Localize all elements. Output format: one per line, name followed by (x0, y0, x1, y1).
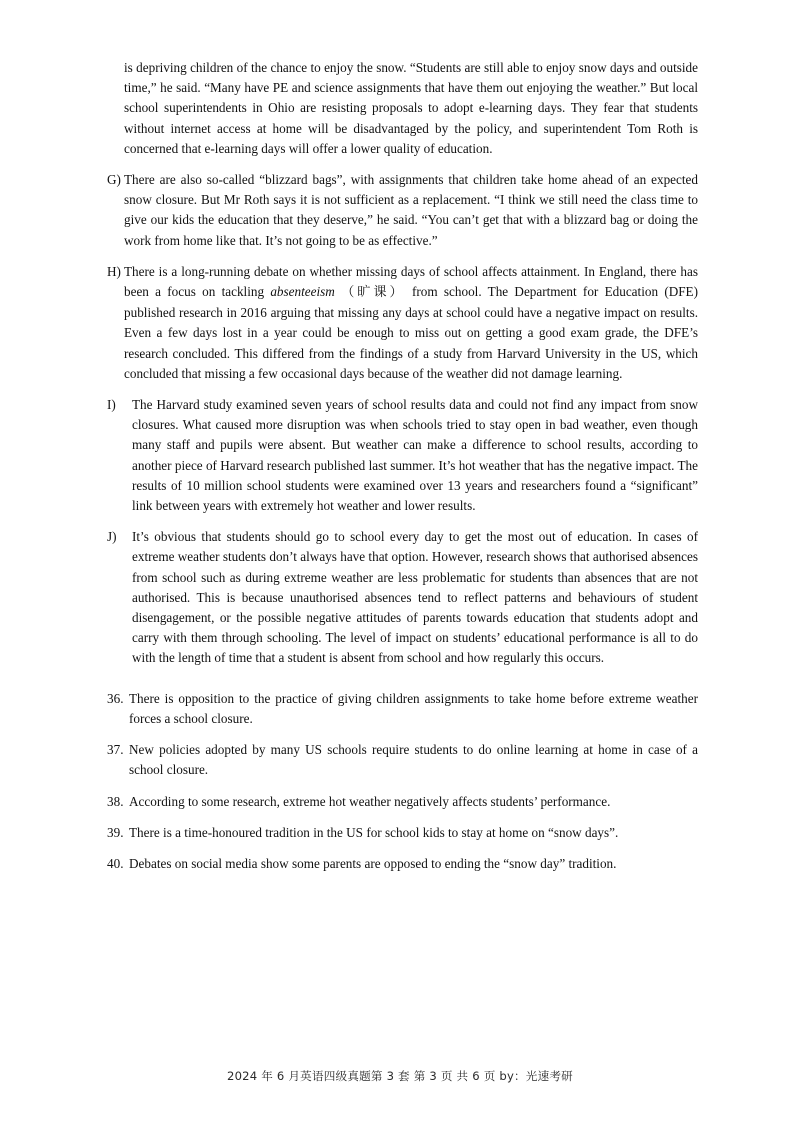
question-item-38 (107, 792, 698, 812)
paragraph-text-H (124, 262, 698, 384)
paragraph-text-G: There are also so-called “blizzard bags”, with assignments that children take home ahead of an expected snow closure. But Mr Roth says it is not sufficient as a replacement. “I think we still need the class time to give our kids the education that they deserve,” he said. “You can’t get that with a blizzard bag or doing the work from home like that. It’s not going to be as effective.” (124, 172, 698, 248)
paragraph-text-J: It’s obvious that students should go to school every day to get the most out of education. In cases of extreme weather students don’t always have that option. However, research shows that authorised absences from school such as during extreme weather are less problematic for students than absences that are not authorised. This is because unauthorised absences tend to reflect patterns and behaviours of student disengagement, or the possible negative attitudes of parents towards education that students adopt and carry with them through schooling. The level of impact on students’ educational performance is all to do with the length of time that a student is absent from school and how regularly this occurs. (132, 529, 698, 666)
paragraph-continued: is depriving children of the chance to enjoy the snow. “Students are still able to enjoy snow days and outside time,” he said. “Many have PE and science assignments that have them out enjoying the weather.” But local school superintendents in Ohio are resisting proposals to adopt e-learning days. They fear that students without internet access at home will be disadvantaged by the policy, and superintendent Tom Roth is concerned that e-learning days will offer a lower quality of education. (124, 60, 698, 156)
question-number-39: 39. (107, 824, 124, 840)
question-text-38: According to some research, extreme hot weather negatively affects students’ performance. (129, 793, 611, 809)
question-item-36 (107, 689, 698, 729)
question-list (107, 689, 698, 874)
page-content (107, 58, 698, 885)
question-item-40 (107, 854, 698, 874)
question-item-39 (107, 823, 698, 843)
question-number-40: 40. (107, 855, 124, 871)
paragraph-H (107, 262, 698, 384)
question-number-36: 36. (107, 690, 124, 706)
question-text-36: There is opposition to the practice of giving children assignments to take home before extreme weather forces a school closure. (129, 690, 698, 726)
paragraph-H-text-before-italic: There is a long-running debate on whether missing days of school affects attainment. In England, there has been a focus on tackling (124, 263, 698, 300)
question-text-37: New policies adopted by many US schools require students to do online learning at home in case of a school closure. (129, 742, 698, 778)
footer-text: 2024 年 6 月英语四级真题第 3 套 第 3 页 共 6 页 by：光速考研 (227, 1069, 573, 1083)
paragraph-marker-J: J) (107, 529, 117, 545)
question-number-38: 38. (107, 793, 124, 809)
question-text-39: There is a time-honoured tradition in the US for school kids to stay at home on “snow days”. (129, 824, 619, 840)
paragraph-text-I: The Harvard study examined seven years of school results data and could not find any impact from snow closures. What caused more disruption was when schools tried to stay open in bad weather, even though many staff and pupils were absent. But weather can make a difference to school results, according to another piece of Harvard research published last summer. It’s hot weather that has the negative impact. The results of 10 million school students were examined over 13 years and researchers found a “significant” link between years with extremely hot weather and lower results. (132, 397, 698, 514)
paragraph-H-text-after-gloss: from school. The Department for Education (DFE) published research in 2016 arguing that missing any days at school could have a negative impact on results. Even a few days lost in a year could be enough to miss out on getting a good exam grade, the DFE’s research concluded. This differed from the findings of a study from Harvard University in the US, which concluded that missing a few occasional days because of the weather did not damage learning. (124, 284, 699, 381)
question-text-40: Debates on social media show some parents are opposed to ending the “snow day” tradition. (129, 855, 617, 871)
paragraph-G (107, 170, 698, 251)
paragraph-H-italic-term: absenteeism (270, 284, 335, 300)
question-number-37: 37. (107, 742, 124, 758)
paragraph-marker-G: G) (107, 172, 121, 188)
paragraph-J (107, 527, 698, 668)
page-footer (0, 1068, 800, 1085)
paragraph-marker-H: H) (107, 263, 121, 279)
paragraph-I (107, 395, 698, 516)
paragraph-marker-I: I) (107, 397, 116, 413)
question-item-37 (107, 740, 698, 780)
paragraph-H-chinese-gloss: （旷课） (341, 285, 406, 301)
